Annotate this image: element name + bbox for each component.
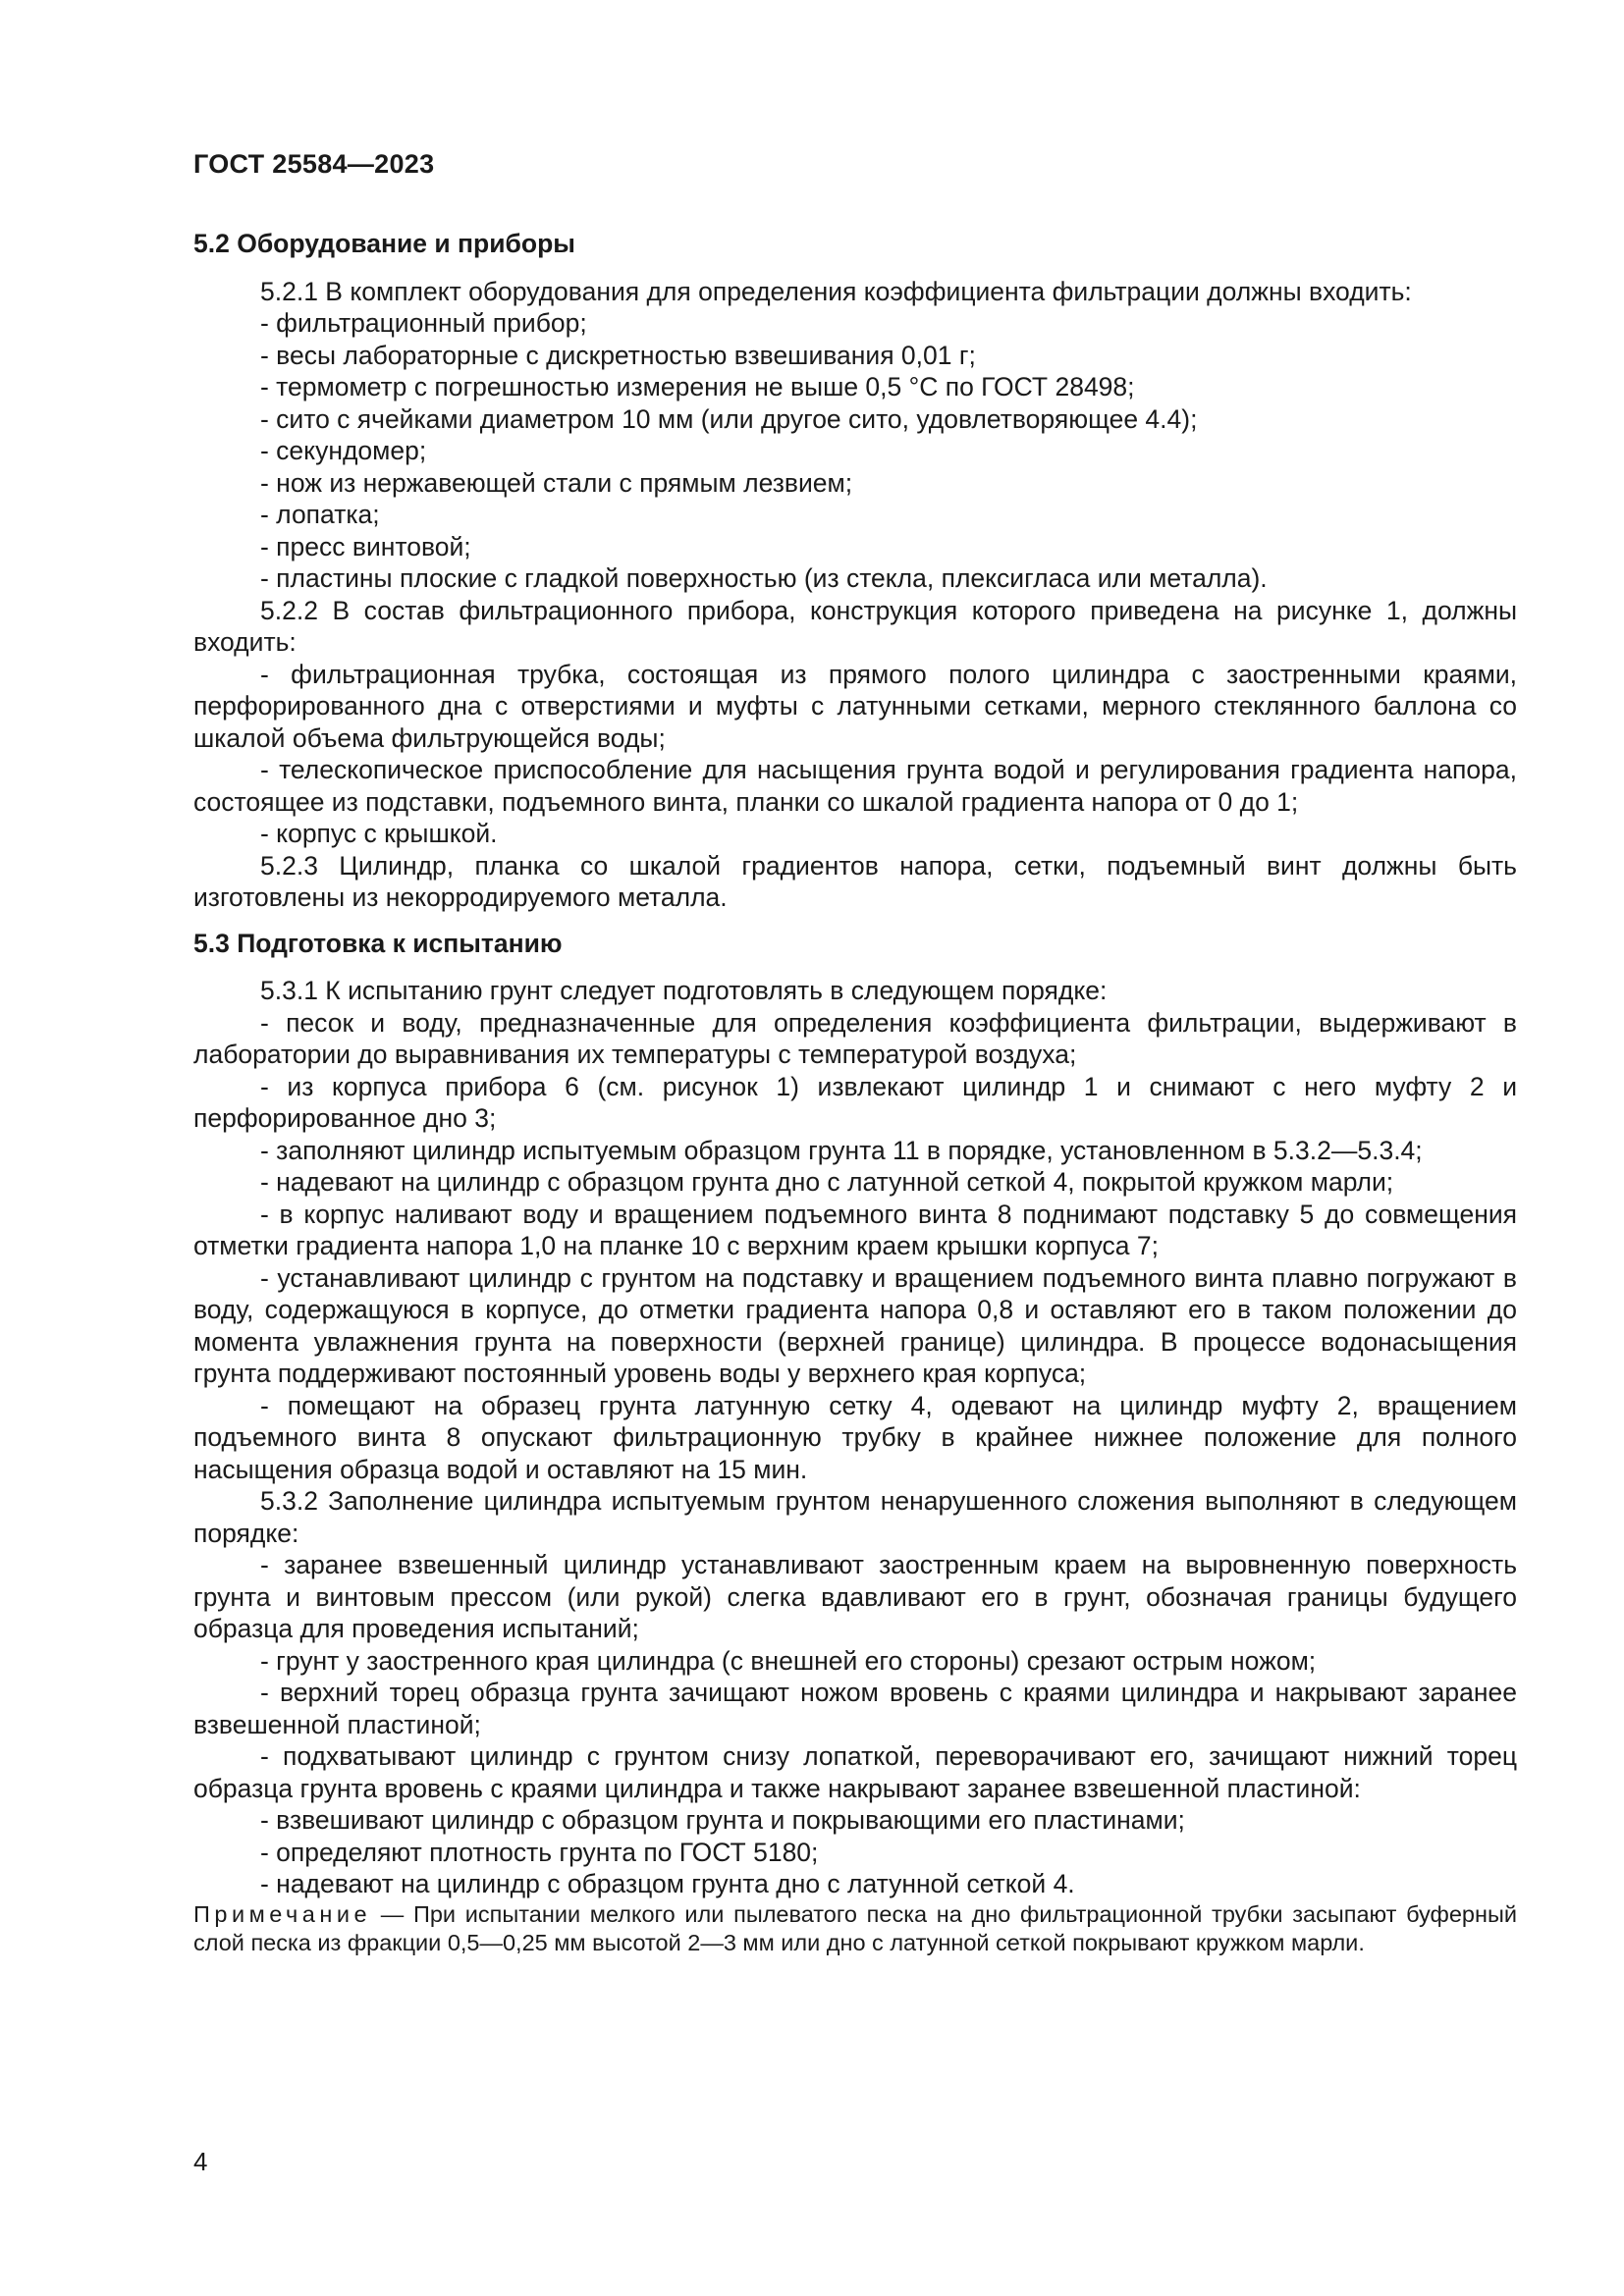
paragraph: 5.2.3 Цилиндр, планка со шкалой градиентов напора, сетки, подъемный винт должны быть изготовлены из некорродируемого металла. — [193, 850, 1517, 912]
list-item: - нож из нержавеющей стали с прямым лезвием; — [260, 467, 853, 498]
paragraph: - из корпуса прибора 6 (см. рисунок 1) извлекают цилиндр 1 и снимают с него муфту 2 и перфорированное дно 3; — [193, 1071, 1517, 1133]
paragraph: - подхватывают цилиндр с грунтом снизу лопаткой, переворачивают его, зачищают нижний торец образца грунта вровень с краями цилиндра и также накрывают заранее взвешенной пластиной: — [193, 1741, 1517, 1803]
paragraph: - фильтрационная трубка, состоящая из прямого полого цилиндра с заостренными краями, перфорированного дна с отверстиями и муфты с латунными сетками, мерного стеклянного баллона со шкалой объема фильтрующейся воды; — [193, 659, 1517, 753]
paragraph: - надевают на цилиндр с образцом грунта дно с латунной сеткой 4, покрытой кружком марли; — [260, 1167, 1394, 1197]
paragraph: 5.2.2 В состав фильтрационного прибора, конструкция которого приведена на рисунке 1, должны входить: — [193, 595, 1517, 657]
paragraph: - в корпус наливают воду и вращением подъемного винта 8 поднимают подставку 5 до совмещения отметки градиента напора 1,0 на планке 10 с верхним краем крышки корпуса 7; — [193, 1199, 1517, 1260]
paragraph: - телескопическое приспособление для насыщения грунта водой и регулирования градиента напора, состоящее из подставки, подъемного винта, планки со шкалой градиента напора от 0 до 1; — [193, 755, 1517, 817]
list-item: - весы лабораторные с дискретностью взвешивания 0,01 г; — [260, 340, 976, 370]
section-heading: 5.3 Подготовка к испытанию — [193, 928, 563, 958]
paragraph: - определяют плотность грунта по ГОСТ 5180; — [260, 1837, 819, 1867]
paragraph: 5.2.1 В комплект оборудования для определения коэффициента фильтрации должны входить: — [260, 276, 1412, 306]
list-item: - пресс винтовой; — [260, 531, 471, 561]
section-heading: 5.2 Оборудование и приборы — [193, 229, 575, 258]
paragraph: - устанавливают цилиндр с грунтом на подставку и вращением подъемного винта плавно погружают в воду, содержащуюся в корпусе, до отметки градиента напора 0,8 и оставляют его в таком положении до момента увлажнения грунта на поверхности (верхней границе) цилиндра. В процессе водонасыщения грунта поддерживают постоянный уровень воды у верхнего края корпуса; — [193, 1262, 1517, 1388]
paragraph: - взвешивают цилиндр с образцом грунта и покрывающими его пластинами; — [260, 1805, 1185, 1835]
list-item: - фильтрационный прибор; — [260, 308, 587, 338]
list-item: - сито с ячейками диаметром 10 мм (или другое сито, удовлетворяющее 4.4); — [260, 403, 1198, 434]
paragraph: - верхний торец образца грунта зачищают ножом вровень с краями цилиндра и накрывают заранее взвешенной пластиной; — [193, 1678, 1517, 1739]
paragraph: - помещают на образец грунта латунную сетку 4, одевают на цилиндр муфту 2, вращением подъемного винта 8 опускают фильтрационную трубку в крайнее нижнее положение для полного насыщения образца водой и оставляют на 15 мин. — [193, 1390, 1517, 1484]
note-paragraph — [193, 1900, 1517, 1957]
document-header: ГОСТ 25584—2023 — [193, 149, 435, 179]
paragraph: - грунт у заостренного края цилиндра (с внешней его стороны) срезают острым ножом; — [260, 1645, 1317, 1676]
list-item: - секундомер; — [260, 436, 427, 465]
note-label: Примечание — [193, 1900, 372, 1927]
paragraph: 5.3.2 Заполнение цилиндра испытуемым грунтом ненарушенного сложения выполняют в следующем порядке: — [193, 1486, 1517, 1548]
list-item: - термометр с погрешностью измерения не выше 0,5 °С по ГОСТ 28498; — [260, 372, 1135, 401]
paragraph: - надевают на цилиндр с образцом грунта дно с латунной сеткой 4. — [260, 1869, 1075, 1898]
paragraph: - корпус с крышкой. — [260, 819, 498, 848]
note-text: — При испытании мелкого или пылеватого песка на дно фильтрационной трубки засыпают буферный слой песка из фракции 0,5—0,25 мм высотой 2—3 мм или дно с латунной сеткой покрывают кружком марли. — [193, 1900, 1517, 1955]
document-body — [193, 228, 1517, 1957]
text-blocks — [193, 228, 1517, 1900]
paragraph: 5.3.1 К испытанию грунт следует подготовлять в следующем порядке: — [260, 976, 1108, 1005]
list-item: - пластины плоские с гладкой поверхностью (из стекла, плексигласа или металла). — [260, 563, 1268, 593]
paragraph: - заполняют цилиндр испытуемым образцом грунта 11 в порядке, установленном в 5.3.2—5.3.4; — [260, 1135, 1423, 1165]
list-item: - лопатка; — [260, 500, 380, 529]
page-number: 4 — [193, 2147, 208, 2176]
paragraph: - песок и воду, предназначенные для определения коэффициента фильтрации, выдерживают в лаборатории до выравнивания их температуры с температурой воздуха; — [193, 1007, 1517, 1069]
paragraph: - заранее взвешенный цилиндр устанавливают заостренным краем на выровненную поверхность грунта и винтовым прессом (или рукой) слегка вдавливают его в грунт, обозначая границы будущего образца для проведения испытаний; — [193, 1550, 1517, 1643]
